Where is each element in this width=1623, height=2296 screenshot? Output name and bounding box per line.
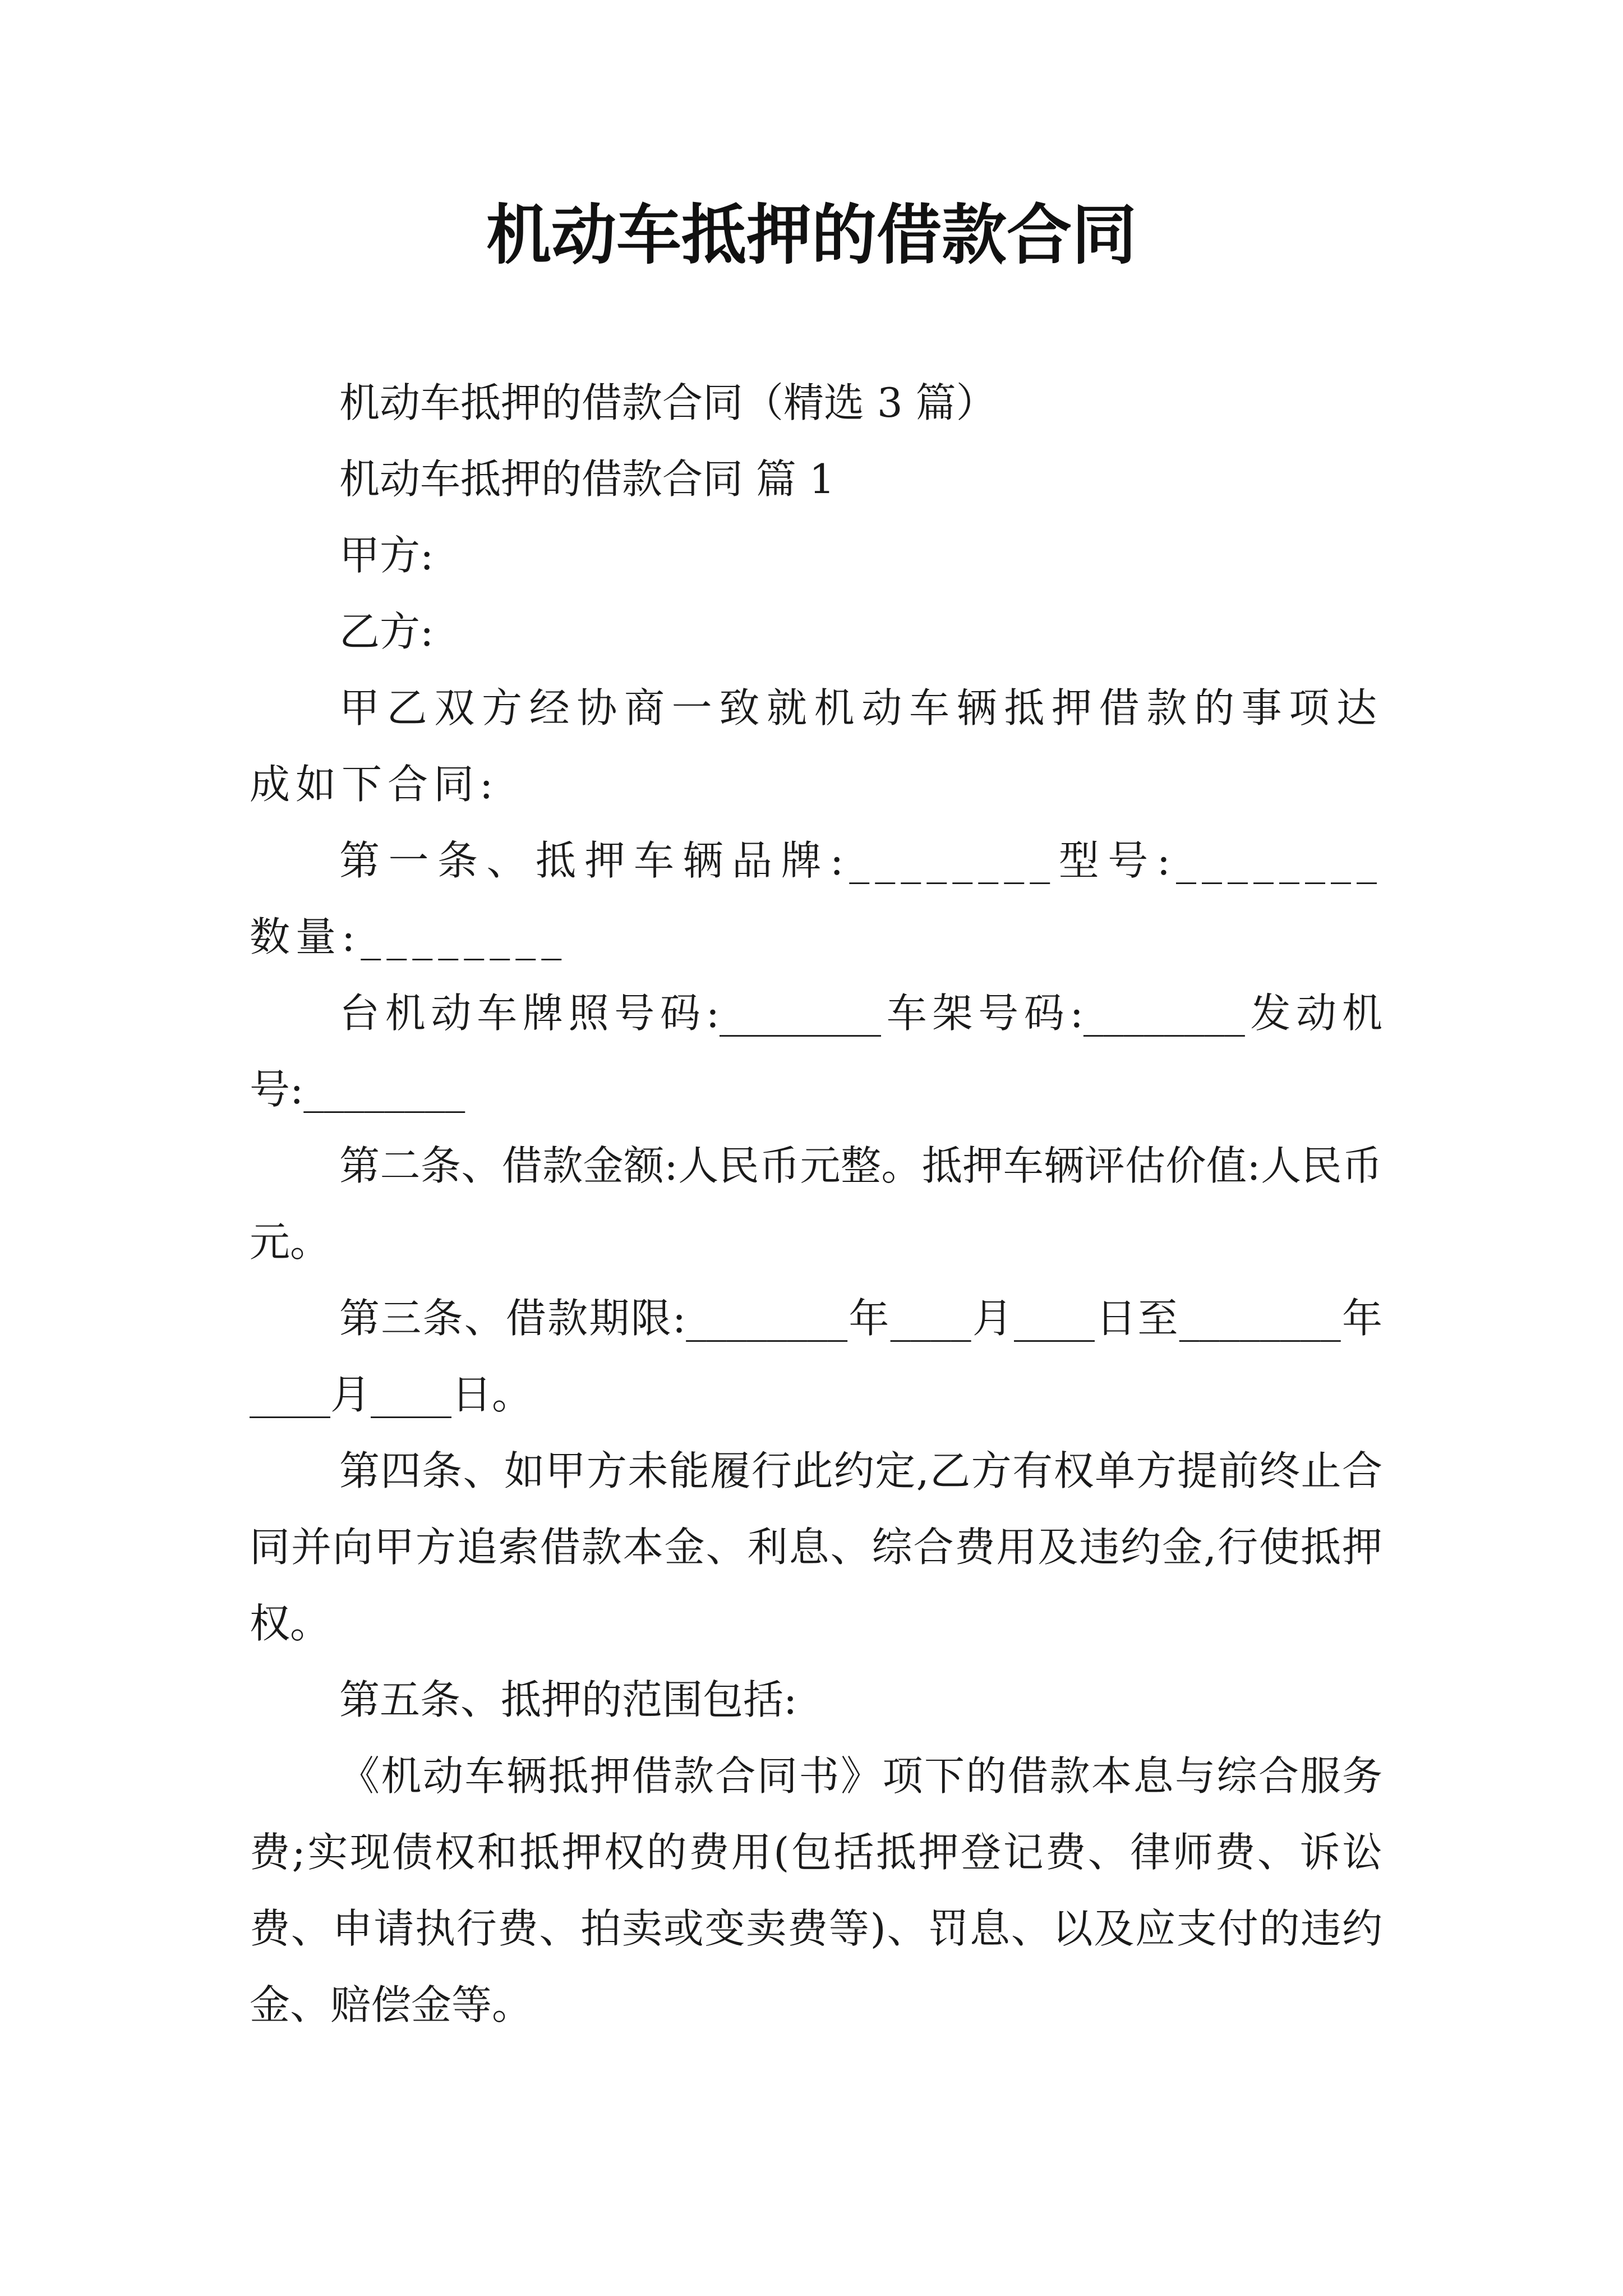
paragraph-article-4: 第四条、如甲方未能履行此约定,乙方有权单方提前终止合同并向甲方追索借款本金、利息、综合费用及违约金,行使抵押权。 — [250, 1447, 1382, 1647]
paragraph-party-a: 甲方: — [339, 532, 434, 579]
paragraph-section-title: 机动车抵押的借款合同 篇 1 — [339, 455, 835, 503]
paragraph-preamble: 甲乙双方经协商一致就机动车辆抵押借款的事项达成如下合同: — [250, 684, 1382, 808]
paragraph-party-b: 乙方: — [339, 608, 434, 655]
paragraph-article-5: 第五条、抵押的范围包括: — [339, 1676, 797, 1723]
document-body — [250, 365, 1382, 2043]
paragraph-article-1: 第一条、抵押车辆品牌:________型号:________数量:________ — [250, 837, 1382, 960]
paragraph-heading: 机动车抵押的借款合同（精选 3 篇） — [339, 379, 997, 426]
paragraph-article-2: 第二条、借款金额:人民币元整。抵押车辆评估价值:人民币元。 — [250, 1142, 1382, 1266]
paragraph-article-3: 第三条、借款期限:________年____月____日至________年____月____日。 — [250, 1295, 1382, 1418]
paragraph-scope: 《机动车辆抵押借款合同书》项下的借款本息与综合服务费;实现债权和抵押权的费用(包括抵押登记费、律师费、诉讼费、申请执行费、拍卖或变卖费等)、罚息、以及应支付的违约金、赔偿金等。 — [250, 1752, 1382, 2028]
document-title: 机动车抵押的借款合同 — [486, 197, 1137, 273]
paragraph-vehicle-ids: 台机动车牌照号码:________车架号码:________发动机号:________ — [250, 990, 1382, 1113]
